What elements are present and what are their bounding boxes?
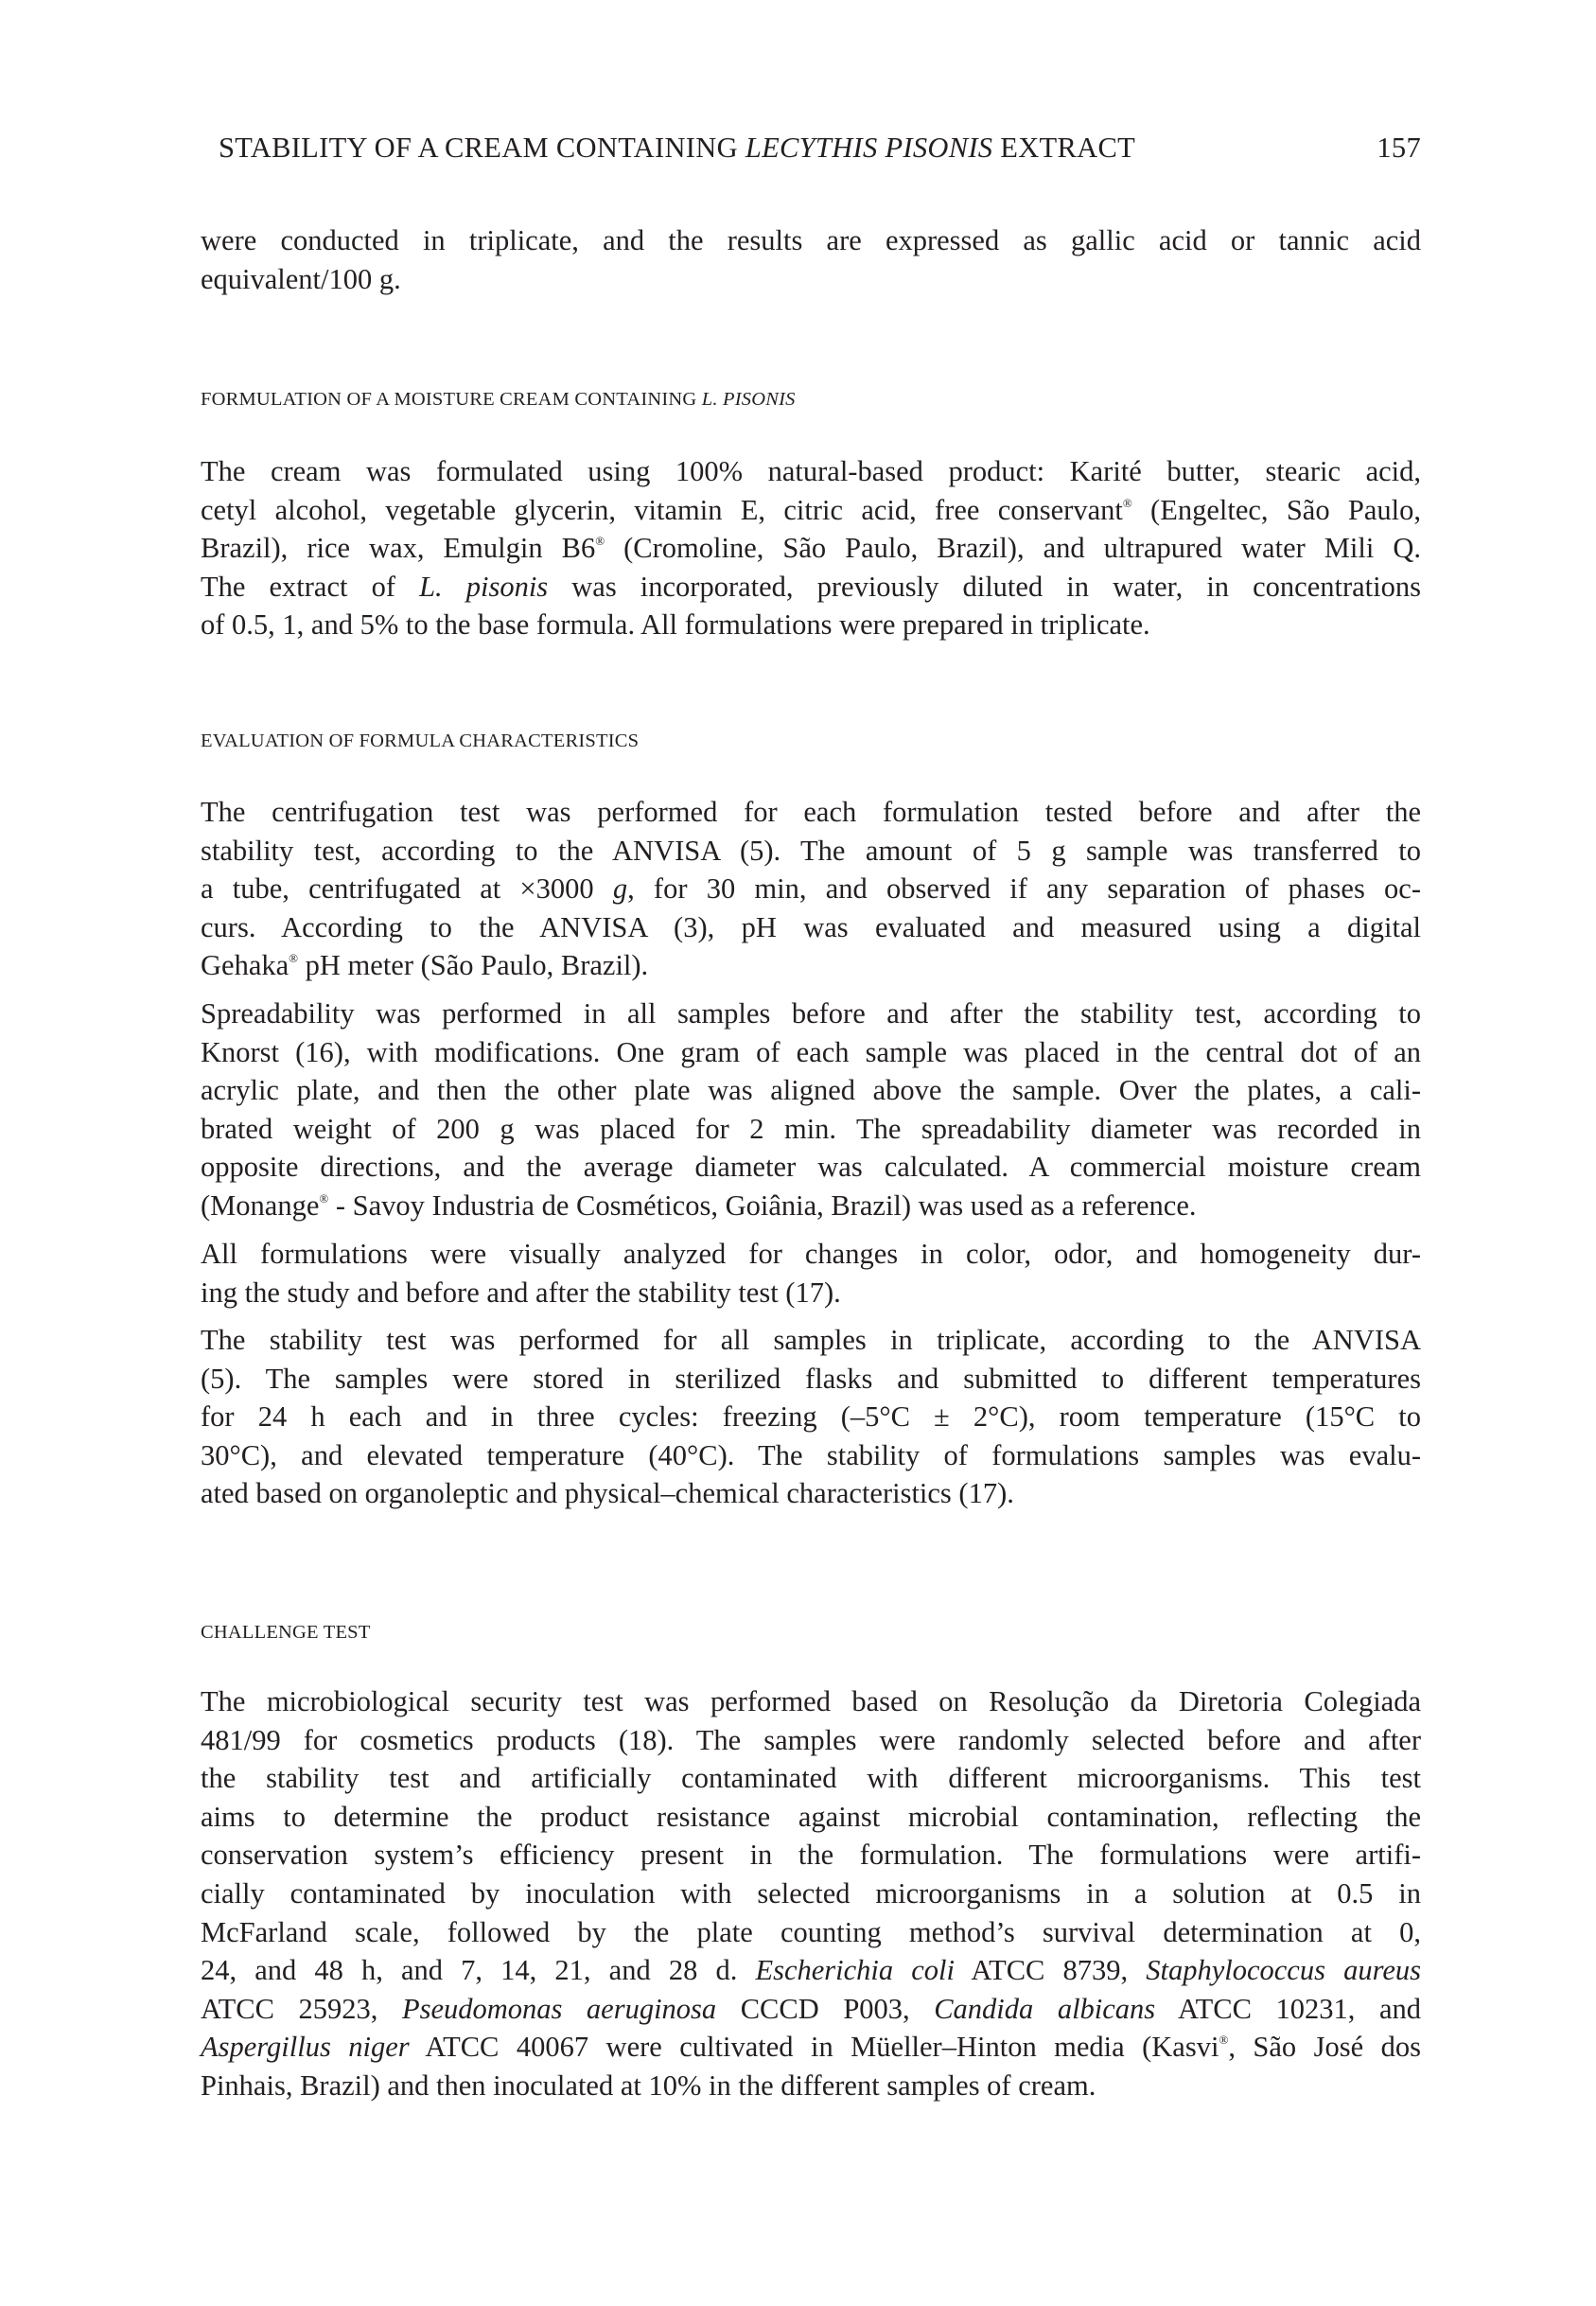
text-run: conservation system’s efficiency present in the formulation. The formulations were artifi- [201,1839,1421,1872]
text-run: ATCC 25923, [201,1992,402,2025]
page-number: 157 [1377,132,1421,164]
italic-text: Candida albicans [934,1992,1156,2025]
text-run: - Savoy Industria de Cosméticos, Goiânia, Brazil) was used as a reference. [328,1188,1197,1222]
registered-mark: ® [1219,2033,1229,2048]
registered-mark: ® [1122,495,1132,510]
text-line [201,1148,1421,1187]
italic-text: Pseudomonas aeruginosa [401,1992,717,2025]
text-run: The stability test was performed for all samples in triplicate, according to the ANVISA [201,1324,1421,1356]
text-run: cetyl alcohol, vegetable glycerin, vitamin E, citric acid, free conservant [201,493,1123,526]
heading-text: FORMULATION OF A MOISTURE CREAM CONTAINING [201,389,702,410]
section-heading-formulation [201,388,796,411]
text-line [201,793,1421,832]
text-line [201,1321,1421,1360]
italic-text: Escherichia coli [755,1954,955,1987]
section-heading-challenge: CHALLENGE TEST [201,1622,371,1643]
evaluation-paragraph-1 [201,793,1421,985]
text-line [201,1398,1421,1436]
text-run: curs. According to the ANVISA (3), pH was evaluated and measured using a digital [201,910,1421,943]
text-run: ing the study and before and after the stability test (17). [201,1276,841,1309]
text-line [201,529,1421,568]
running-head-title [219,131,1135,165]
heading-italic-text: L. PISONIS [701,389,796,410]
text-run: Gehaka [201,949,289,982]
text-run: a tube, centrifugated at ×3000 [201,872,613,906]
text-run: ated based on organoleptic and physical–chemical characteristics (17). [201,1477,1014,1510]
registered-mark: ® [289,951,299,966]
text-run: Brazil), rice wax, Emulgin B6 [201,532,596,565]
text-line [201,946,1421,985]
running-head-title-italic: LECYTHIS PISONIS [745,132,993,164]
text-run: for 24 h each and in three cycles: freezing (–5°C ± 2°C), room temperature (15°C to [201,1400,1421,1434]
text-run: pH meter (São Paulo, Brazil). [298,949,649,982]
challenge-paragraph [201,1682,1421,2105]
text-run: was incorporated, previously diluted in water, in concentrations [548,570,1421,603]
text-run: equivalent/100 g. [201,262,401,295]
text-run: The microbiological security test was performed based on Resolução da Diretoria Colegiada [201,1685,1421,1717]
text-line [201,1721,1421,1760]
section-heading-evaluation: EVALUATION OF FORMULA CHARACTERISTICS [201,731,640,751]
registered-mark: ® [319,1190,329,1206]
text-run: acrylic plate, and then the other plate was aligned above the sample. Over the plates, a cali- [201,1074,1421,1107]
evaluation-paragraph-3 [201,1235,1421,1311]
text-run: the stability test and artificially contaminated with different microorganisms. This test [201,1762,1421,1795]
text-line [201,1033,1421,1072]
text-line [201,1360,1421,1399]
text-run: (Cromoline, São Paulo, Brazil), and ultrapured water Mili Q. [605,532,1422,565]
text-line [201,870,1421,908]
text-run: , for 30 min, and observed if any separation of phases oc- [627,872,1421,906]
text-line [201,1436,1421,1475]
text-line [201,491,1421,530]
text-run: , São José dos [1228,2031,1421,2064]
text-line [201,1110,1421,1149]
text-line [201,568,1421,607]
text-line [201,606,1421,644]
evaluation-paragraph-2 [201,995,1421,1225]
intro-paragraph [201,221,1421,298]
evaluation-paragraph-4 [201,1321,1421,1513]
running-head-title-suffix: EXTRACT [992,132,1136,164]
text-line [201,1474,1421,1513]
text-line [201,1071,1421,1110]
text-line [201,221,1421,260]
text-run: All formulations were visually analyzed for changes in color, odor, and homogeneity dur- [201,1238,1421,1270]
italic-text: Staphylococcus aureus [1146,1954,1421,1987]
text-line [201,995,1421,1033]
text-line [201,1913,1421,1952]
text-run: The centrifugation test was performed for each formulation tested before and after the [201,796,1421,828]
text-run: 481/99 for cosmetics products (18). The samples were randomly selected before and after [201,1723,1421,1756]
registered-mark: ® [595,534,605,549]
italic-text: g [612,872,628,906]
text-line [201,1682,1421,1721]
text-run: stability test, according to the ANVISA (5). The amount of 5 g sample was transferred to [201,834,1421,867]
text-line [201,1951,1421,1990]
text-line [201,1990,1421,2029]
text-run: ATCC 10231, and [1155,1992,1421,2025]
text-run: The extract of [201,570,420,603]
text-line [201,832,1421,871]
text-run: 24, and 48 h, and 7, 14, 21, and 28 d. [201,1954,756,1987]
text-run: of 0.5, 1, and 5% to the base formula. All formulations were prepared in triplicate. [201,608,1150,642]
formulation-paragraph [201,452,1421,644]
text-line [201,260,1421,299]
text-run: CCCD P003, [716,1992,935,2025]
text-line [201,1759,1421,1798]
text-line [201,908,1421,947]
italic-text: Aspergillus niger [201,2031,410,2064]
text-run: McFarland scale, followed by the plate counting method’s survival determination at 0, [201,1915,1421,1948]
text-run: opposite directions, and the average diameter was calculated. A commercial moisture cream [201,1151,1421,1184]
text-line [201,452,1421,491]
text-line [201,2028,1421,2067]
text-run: Pinhais, Brazil) and then inoculated at 10% in the different samples of cream. [201,2068,1096,2102]
text-line [201,1187,1421,1225]
text-run: cially contaminated by inoculation with selected microorganisms in a solution at 0.5 in [201,1876,1421,1910]
text-run: 30°C), and elevated temperature (40°C). The stability of formulations samples was evalu- [201,1438,1421,1471]
text-line [201,1274,1421,1312]
text-run: The cream was formulated using 100% natural-based product: Karité butter, stearic acid, [201,455,1421,487]
text-run: ATCC 8739, [954,1954,1147,1987]
running-head-title-text: STABILITY OF A CREAM CONTAINING [219,132,745,164]
text-run: brated weight of 200 g was placed for 2 min. The spreadability diameter was recorded in [201,1112,1421,1145]
text-line [201,1875,1421,1913]
text-line [201,2067,1421,2105]
italic-text: L. pisonis [419,570,549,603]
text-run: aims to determine the product resistance against microbial contamination, reflecting the [201,1800,1421,1833]
text-run: (Engeltec, São Paulo, [1131,493,1421,526]
text-run: were conducted in triplicate, and the results are expressed as gallic acid or tannic acid [201,224,1421,256]
text-run: Spreadability was performed in all samples before and after the stability test, according to [201,997,1421,1030]
text-run: ATCC 40067 were cultivated in Müeller–Hinton media (Kasvi [409,2031,1219,2064]
text-run: Knorst (16), with modifications. One gram of each sample was placed in the central dot of an [201,1035,1421,1068]
text-run: (5). The samples were stored in sterilized flasks and submitted to different temperatures [201,1362,1421,1395]
text-line [201,1836,1421,1875]
text-line [201,1235,1421,1274]
text-run: (Monange [201,1188,320,1222]
text-line [201,1798,1421,1837]
